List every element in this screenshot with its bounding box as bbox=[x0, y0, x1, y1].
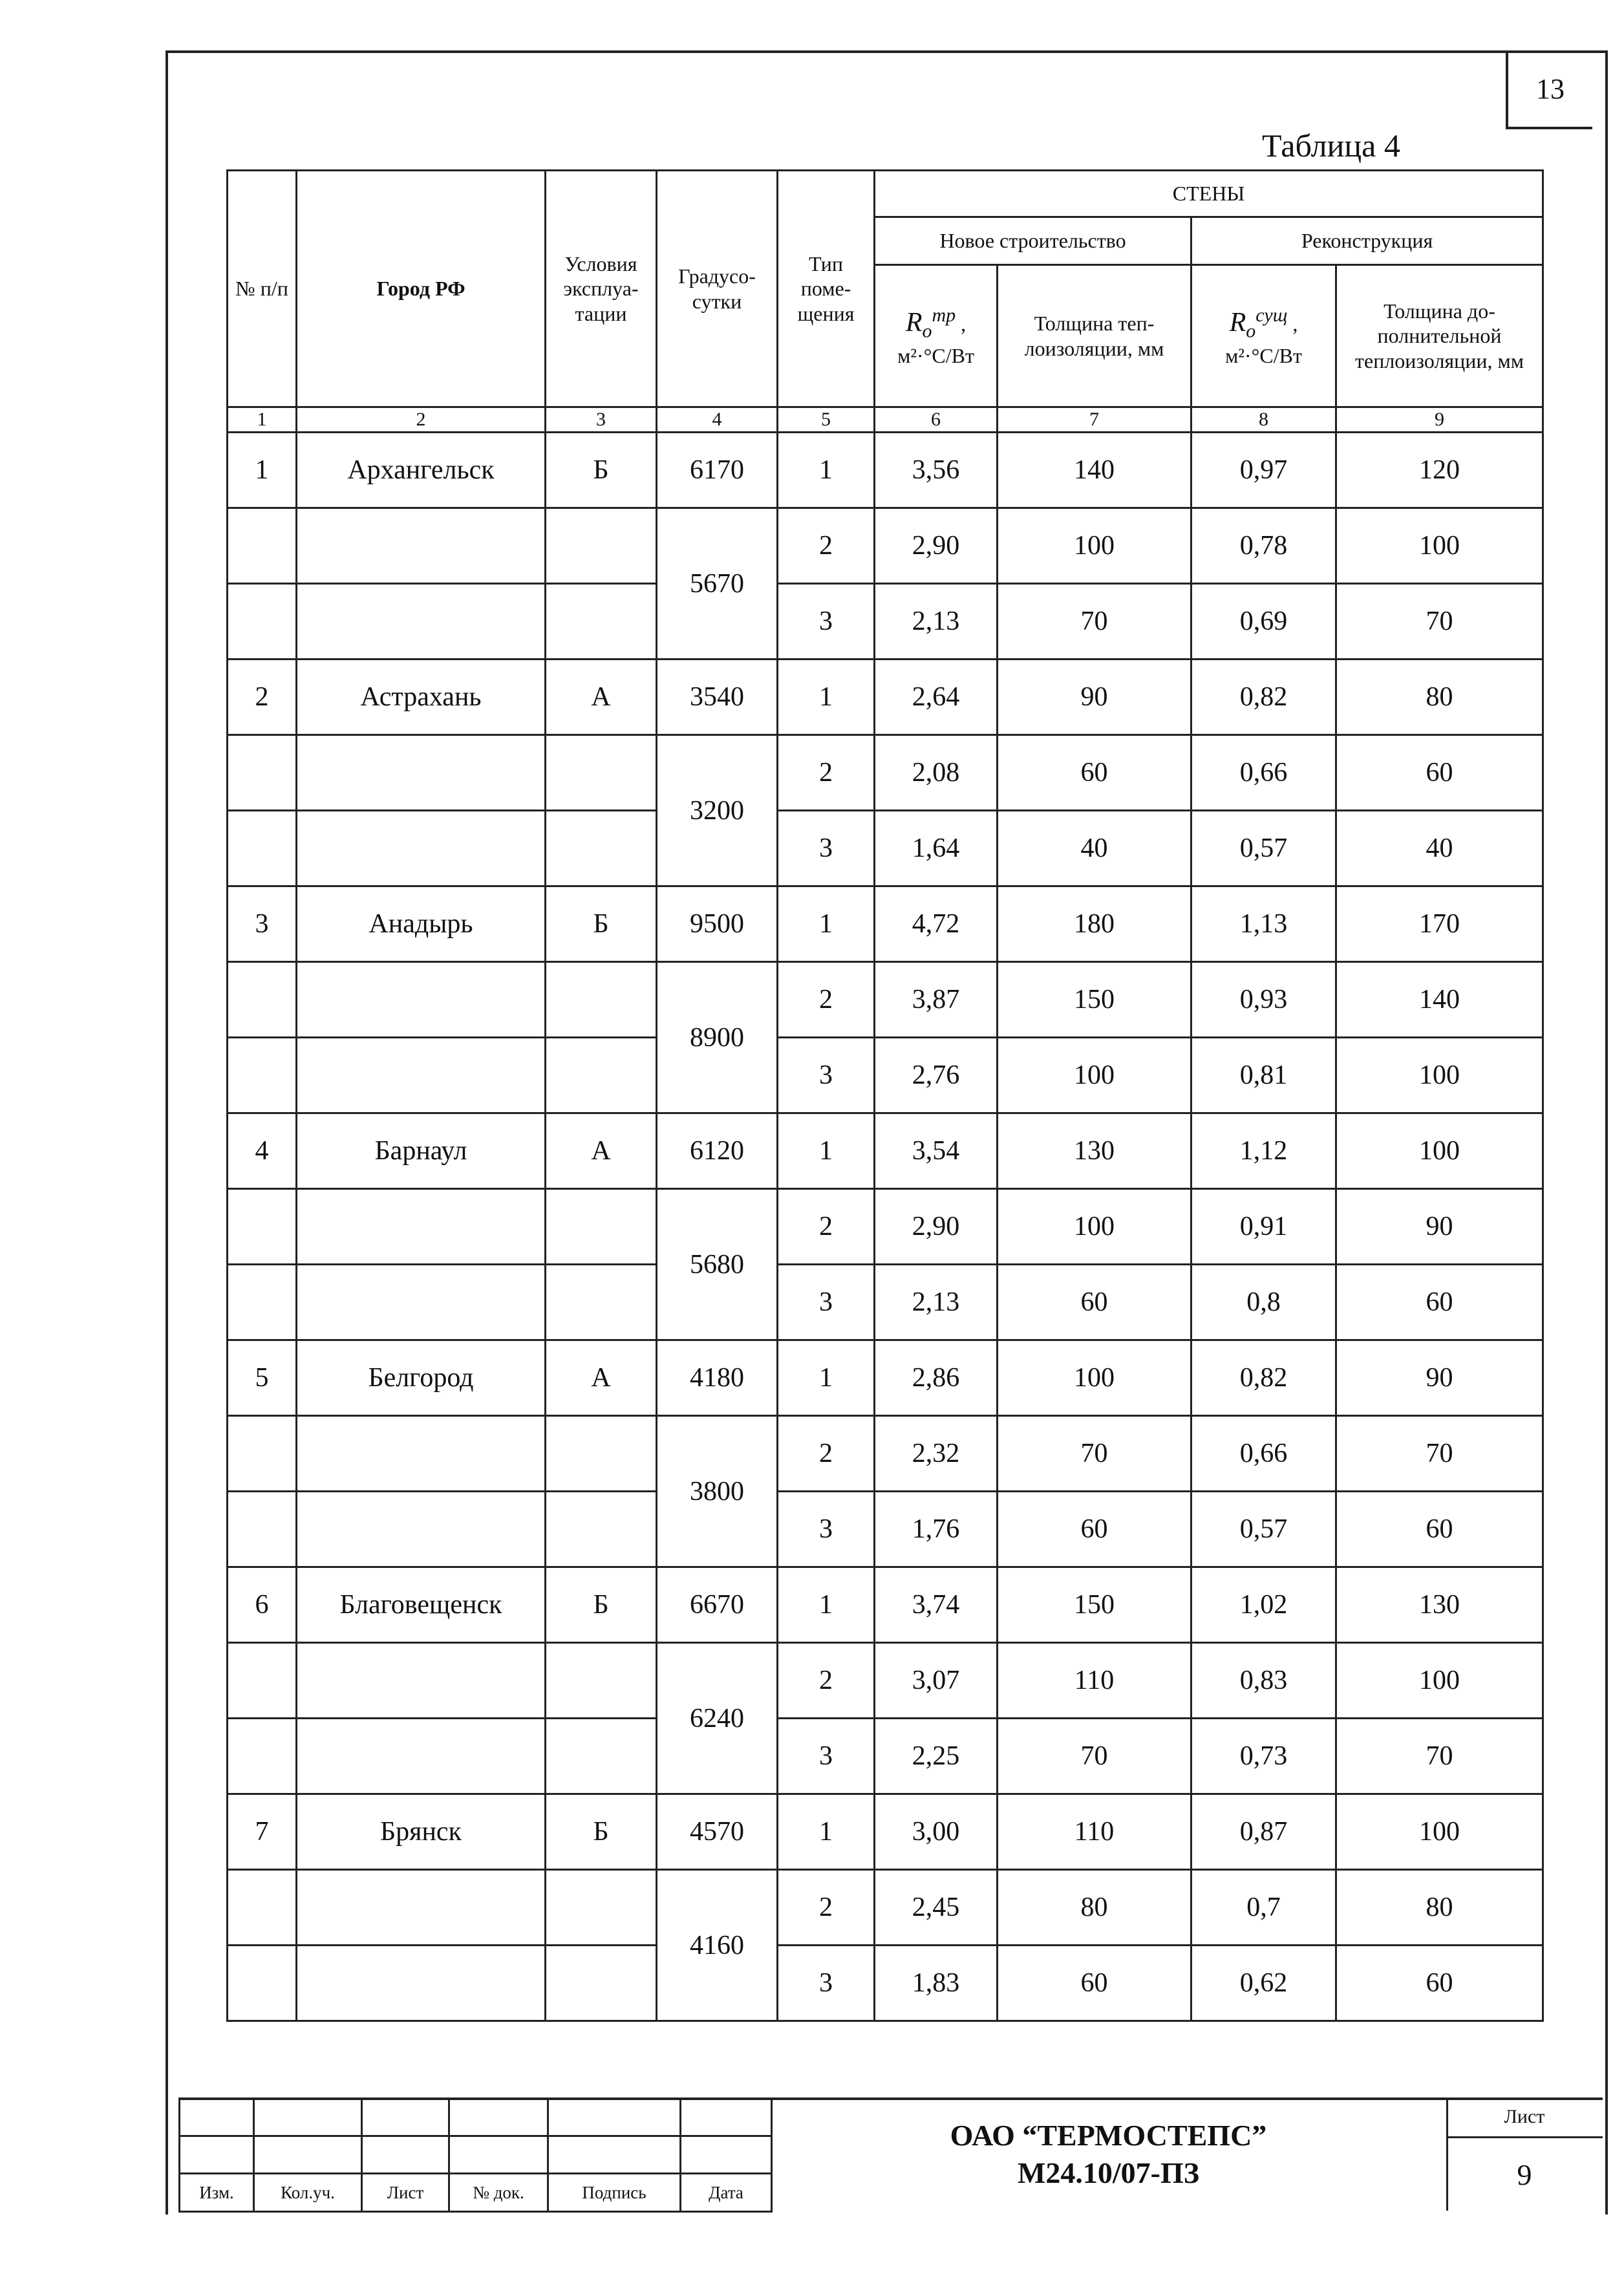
cell-r-existing: 0,66 bbox=[1191, 735, 1336, 811]
table-row bbox=[228, 1113, 1543, 1189]
cell-room-type: 2 bbox=[778, 1643, 875, 1719]
cell-extra-insulation: 70 bbox=[1336, 1416, 1543, 1492]
header-city: Город РФ bbox=[297, 171, 546, 407]
cell-room-type: 1 bbox=[778, 433, 875, 508]
cell-degree-days: 3200 bbox=[657, 735, 778, 886]
table-row bbox=[228, 1870, 1543, 1946]
cell-r-existing: 0,91 bbox=[1191, 1189, 1336, 1265]
cell-r-required: 3,74 bbox=[875, 1567, 998, 1643]
sheet-label: Лист bbox=[1446, 2097, 1603, 2138]
cell-r-required: 2,45 bbox=[875, 1870, 998, 1946]
table-row bbox=[228, 1567, 1543, 1643]
cell-insulation: 60 bbox=[998, 1946, 1191, 2021]
header-walls: СТЕНЫ bbox=[875, 171, 1543, 217]
cell-num: 1 bbox=[228, 433, 297, 508]
sheet-number: 9 bbox=[1517, 2158, 1532, 2191]
table-row bbox=[228, 1643, 1543, 1719]
cell-r-existing: 0,57 bbox=[1191, 1492, 1336, 1567]
cell-conditions bbox=[546, 1265, 657, 1340]
cell-room-type: 3 bbox=[778, 811, 875, 886]
cell-r-required: 4,72 bbox=[875, 886, 998, 962]
cell-r-existing: 0,66 bbox=[1191, 1416, 1336, 1492]
walls-table bbox=[226, 169, 1544, 2022]
stamp-label-date: Дата bbox=[681, 2174, 772, 2212]
cell-conditions: Б bbox=[546, 886, 657, 962]
cell-insulation: 130 bbox=[998, 1113, 1191, 1189]
cell-r-existing: 0,81 bbox=[1191, 1038, 1336, 1113]
page-number: 13 bbox=[1506, 50, 1592, 129]
stamp-label-sheet: Лист bbox=[362, 2174, 449, 2212]
cell-room-type: 1 bbox=[778, 1340, 875, 1416]
table-row bbox=[228, 886, 1543, 962]
cell-extra-insulation: 90 bbox=[1336, 1340, 1543, 1416]
stamp-label-count: Кол.уч. bbox=[254, 2174, 362, 2212]
cell-r-existing: 0,97 bbox=[1191, 433, 1336, 508]
cell-r-existing: 0,83 bbox=[1191, 1643, 1336, 1719]
header-degree-days: Градусо-сутки bbox=[657, 171, 778, 407]
cell-num bbox=[228, 1265, 297, 1340]
cell-degree-days: 5680 bbox=[657, 1189, 778, 1340]
cell-num bbox=[228, 735, 297, 811]
cell-degree-days: 6240 bbox=[657, 1643, 778, 1794]
cell-city bbox=[297, 811, 546, 886]
cell-room-type: 3 bbox=[778, 584, 875, 660]
table-row bbox=[228, 1340, 1543, 1416]
cell-city: Барнаул bbox=[297, 1113, 546, 1189]
cell-city bbox=[297, 1038, 546, 1113]
header-conditions: Условия эксплуа-тации bbox=[546, 171, 657, 407]
cell-insulation: 100 bbox=[998, 1189, 1191, 1265]
cell-r-required: 2,90 bbox=[875, 1189, 998, 1265]
column-number: 9 bbox=[1336, 407, 1543, 433]
header-num: № п/п bbox=[228, 171, 297, 407]
table-row bbox=[228, 811, 1543, 886]
cell-insulation: 100 bbox=[998, 1038, 1191, 1113]
cell-r-existing: 0,7 bbox=[1191, 1870, 1336, 1946]
cell-conditions bbox=[546, 735, 657, 811]
cell-room-type: 2 bbox=[778, 508, 875, 584]
column-number: 6 bbox=[875, 407, 998, 433]
stamp-label-change: Изм. bbox=[180, 2174, 254, 2212]
cell-conditions: Б bbox=[546, 1794, 657, 1870]
cell-conditions bbox=[546, 1719, 657, 1794]
header-r-required: $R_о^{тр}$ , м²·°С/Вт bbox=[875, 265, 998, 407]
cell-city bbox=[297, 1416, 546, 1492]
cell-num: 2 bbox=[228, 660, 297, 735]
cell-conditions bbox=[546, 584, 657, 660]
cell-r-required: 2,13 bbox=[875, 1265, 998, 1340]
column-number: 1 bbox=[228, 407, 297, 433]
cell-room-type: 3 bbox=[778, 1265, 875, 1340]
column-number: 5 bbox=[778, 407, 875, 433]
cell-num bbox=[228, 1416, 297, 1492]
table-row bbox=[228, 508, 1543, 584]
cell-num: 5 bbox=[228, 1340, 297, 1416]
cell-num bbox=[228, 1643, 297, 1719]
cell-conditions: А bbox=[546, 1113, 657, 1189]
cell-city bbox=[297, 735, 546, 811]
cell-insulation: 150 bbox=[998, 962, 1191, 1038]
cell-conditions bbox=[546, 1038, 657, 1113]
column-number: 7 bbox=[998, 407, 1191, 433]
cell-num bbox=[228, 508, 297, 584]
cell-conditions bbox=[546, 1492, 657, 1567]
cell-city: Астрахань bbox=[297, 660, 546, 735]
cell-r-required: 1,76 bbox=[875, 1492, 998, 1567]
cell-r-required: 2,08 bbox=[875, 735, 998, 811]
cell-room-type: 3 bbox=[778, 1038, 875, 1113]
cell-conditions bbox=[546, 1416, 657, 1492]
cell-num bbox=[228, 584, 297, 660]
cell-r-existing: 0,57 bbox=[1191, 811, 1336, 886]
cell-room-type: 1 bbox=[778, 1567, 875, 1643]
cell-degree-days: 4570 bbox=[657, 1794, 778, 1870]
cell-room-type: 3 bbox=[778, 1946, 875, 2021]
cell-city bbox=[297, 1643, 546, 1719]
cell-conditions bbox=[546, 811, 657, 886]
table-body bbox=[228, 433, 1543, 2021]
cell-r-required: 2,76 bbox=[875, 1038, 998, 1113]
cell-city: Архангельск bbox=[297, 433, 546, 508]
header-reconstruction: Реконструкция bbox=[1191, 217, 1543, 265]
cell-r-required: 1,83 bbox=[875, 1946, 998, 2021]
cell-r-required: 3,87 bbox=[875, 962, 998, 1038]
cell-insulation: 70 bbox=[998, 584, 1191, 660]
cell-city bbox=[297, 508, 546, 584]
cell-degree-days: 6120 bbox=[657, 1113, 778, 1189]
cell-insulation: 180 bbox=[998, 886, 1191, 962]
cell-city bbox=[297, 1719, 546, 1794]
cell-insulation: 110 bbox=[998, 1794, 1191, 1870]
table-row bbox=[228, 1265, 1543, 1340]
cell-r-required: 2,64 bbox=[875, 660, 998, 735]
cell-num bbox=[228, 1719, 297, 1794]
table-row bbox=[228, 1719, 1543, 1794]
cell-city: Анадырь bbox=[297, 886, 546, 962]
cell-extra-insulation: 130 bbox=[1336, 1567, 1543, 1643]
cell-num bbox=[228, 1492, 297, 1567]
cell-num bbox=[228, 811, 297, 886]
cell-insulation: 60 bbox=[998, 1492, 1191, 1567]
cell-r-existing: 0,78 bbox=[1191, 508, 1336, 584]
cell-extra-insulation: 80 bbox=[1336, 1870, 1543, 1946]
cell-r-existing: 1,02 bbox=[1191, 1567, 1336, 1643]
cell-r-existing: 0,82 bbox=[1191, 660, 1336, 735]
cell-extra-insulation: 100 bbox=[1336, 1113, 1543, 1189]
cell-num bbox=[228, 1870, 297, 1946]
cell-extra-insulation: 60 bbox=[1336, 735, 1543, 811]
stamp-label-signature: Подпись bbox=[548, 2174, 681, 2212]
cell-insulation: 40 bbox=[998, 811, 1191, 886]
cell-insulation: 110 bbox=[998, 1643, 1191, 1719]
cell-r-required: 3,00 bbox=[875, 1794, 998, 1870]
cell-city bbox=[297, 1946, 546, 2021]
cell-r-required: 1,64 bbox=[875, 811, 998, 886]
cell-extra-insulation: 100 bbox=[1336, 508, 1543, 584]
cell-degree-days: 5670 bbox=[657, 508, 778, 660]
cell-room-type: 1 bbox=[778, 660, 875, 735]
cell-extra-insulation: 60 bbox=[1336, 1492, 1543, 1567]
cell-extra-insulation: 90 bbox=[1336, 1189, 1543, 1265]
table-row bbox=[228, 584, 1543, 660]
cell-city bbox=[297, 1189, 546, 1265]
cell-extra-insulation: 100 bbox=[1336, 1794, 1543, 1870]
column-number: 8 bbox=[1191, 407, 1336, 433]
cell-city: Благовещенск bbox=[297, 1567, 546, 1643]
cell-extra-insulation: 70 bbox=[1336, 1719, 1543, 1794]
cell-degree-days: 9500 bbox=[657, 886, 778, 962]
cell-conditions bbox=[546, 1946, 657, 2021]
cell-r-required: 2,86 bbox=[875, 1340, 998, 1416]
cell-room-type: 2 bbox=[778, 962, 875, 1038]
cell-room-type: 2 bbox=[778, 1189, 875, 1265]
cell-r-required: 3,54 bbox=[875, 1113, 998, 1189]
organization-block bbox=[771, 2097, 1448, 2211]
cell-degree-days: 6670 bbox=[657, 1567, 778, 1643]
table-row bbox=[228, 660, 1543, 735]
table-row bbox=[228, 433, 1543, 508]
cell-insulation: 140 bbox=[998, 433, 1191, 508]
cell-room-type: 3 bbox=[778, 1719, 875, 1794]
cell-conditions: Б bbox=[546, 1567, 657, 1643]
cell-city: Белгород bbox=[297, 1340, 546, 1416]
cell-degree-days: 4160 bbox=[657, 1870, 778, 2021]
cell-r-existing: 0,62 bbox=[1191, 1946, 1336, 2021]
cell-conditions bbox=[546, 1189, 657, 1265]
cell-r-required: 2,25 bbox=[875, 1719, 998, 1794]
document-code: М24.10/07-ПЗ bbox=[1017, 2156, 1200, 2189]
cell-extra-insulation: 100 bbox=[1336, 1643, 1543, 1719]
cell-r-required: 3,07 bbox=[875, 1643, 998, 1719]
cell-city bbox=[297, 962, 546, 1038]
cell-extra-insulation: 100 bbox=[1336, 1038, 1543, 1113]
cell-extra-insulation: 170 bbox=[1336, 886, 1543, 962]
cell-conditions bbox=[546, 962, 657, 1038]
cell-num: 3 bbox=[228, 886, 297, 962]
cell-degree-days: 8900 bbox=[657, 962, 778, 1113]
cell-extra-insulation: 60 bbox=[1336, 1946, 1543, 2021]
cell-city bbox=[297, 1492, 546, 1567]
cell-insulation: 60 bbox=[998, 735, 1191, 811]
cell-insulation: 70 bbox=[998, 1719, 1191, 1794]
cell-city bbox=[297, 1265, 546, 1340]
cell-extra-insulation: 70 bbox=[1336, 584, 1543, 660]
cell-degree-days: 3800 bbox=[657, 1416, 778, 1567]
cell-insulation: 150 bbox=[998, 1567, 1191, 1643]
cell-room-type: 1 bbox=[778, 1113, 875, 1189]
cell-num: 4 bbox=[228, 1113, 297, 1189]
cell-r-existing: 0,73 bbox=[1191, 1719, 1336, 1794]
column-number-row bbox=[228, 407, 1543, 433]
cell-degree-days: 3540 bbox=[657, 660, 778, 735]
cell-city bbox=[297, 584, 546, 660]
cell-conditions bbox=[546, 1870, 657, 1946]
cell-num bbox=[228, 1038, 297, 1113]
column-number: 2 bbox=[297, 407, 546, 433]
table-row bbox=[228, 1946, 1543, 2021]
header-insulation-thickness: Толщина теп-лоизоляции, мм bbox=[998, 265, 1191, 407]
cell-room-type: 2 bbox=[778, 1870, 875, 1946]
table-row bbox=[228, 1189, 1543, 1265]
cell-num: 7 bbox=[228, 1794, 297, 1870]
header-r-existing: $R_о^{сущ}$ , м²·°С/Вт bbox=[1191, 265, 1336, 407]
cell-insulation: 100 bbox=[998, 508, 1191, 584]
cell-extra-insulation: 60 bbox=[1336, 1265, 1543, 1340]
cell-r-required: 3,56 bbox=[875, 433, 998, 508]
revision-grid bbox=[178, 2097, 773, 2213]
cell-degree-days: 6170 bbox=[657, 433, 778, 508]
header-room-type: Тип поме-щения bbox=[778, 171, 875, 407]
table-row bbox=[228, 1038, 1543, 1113]
cell-extra-insulation: 140 bbox=[1336, 962, 1543, 1038]
cell-extra-insulation: 120 bbox=[1336, 433, 1543, 508]
cell-room-type: 2 bbox=[778, 735, 875, 811]
table-row bbox=[228, 1492, 1543, 1567]
header-extra-insulation: Толщина до-полнительной теплоизоляции, мм bbox=[1336, 265, 1543, 407]
cell-insulation: 60 bbox=[998, 1265, 1191, 1340]
cell-num bbox=[228, 1189, 297, 1265]
header-new-construction: Новое строительство bbox=[875, 217, 1191, 265]
cell-insulation: 90 bbox=[998, 660, 1191, 735]
cell-num bbox=[228, 1946, 297, 2021]
organization-name: ОАО “ТЕРМОСТЕПС” bbox=[950, 2119, 1267, 2152]
cell-insulation: 100 bbox=[998, 1340, 1191, 1416]
stamp-label-doc-number: № док. bbox=[449, 2174, 548, 2212]
cell-extra-insulation: 40 bbox=[1336, 811, 1543, 886]
cell-conditions bbox=[546, 508, 657, 584]
table-row bbox=[228, 735, 1543, 811]
cell-num: 6 bbox=[228, 1567, 297, 1643]
table-row bbox=[228, 1794, 1543, 1870]
column-number: 4 bbox=[657, 407, 778, 433]
cell-r-required: 2,32 bbox=[875, 1416, 998, 1492]
cell-room-type: 2 bbox=[778, 1416, 875, 1492]
cell-r-required: 2,13 bbox=[875, 584, 998, 660]
cell-room-type: 1 bbox=[778, 1794, 875, 1870]
cell-insulation: 80 bbox=[998, 1870, 1191, 1946]
cell-r-existing: 0,69 bbox=[1191, 584, 1336, 660]
cell-r-required: 2,90 bbox=[875, 508, 998, 584]
column-number: 3 bbox=[546, 407, 657, 433]
cell-conditions: Б bbox=[546, 433, 657, 508]
cell-room-type: 3 bbox=[778, 1492, 875, 1567]
cell-r-existing: 0,93 bbox=[1191, 962, 1336, 1038]
cell-insulation: 70 bbox=[998, 1416, 1191, 1492]
cell-room-type: 1 bbox=[778, 886, 875, 962]
cell-r-existing: 1,13 bbox=[1191, 886, 1336, 962]
cell-degree-days: 4180 bbox=[657, 1340, 778, 1416]
table-caption: Таблица 4 bbox=[1262, 127, 1400, 164]
cell-r-existing: 0,82 bbox=[1191, 1340, 1336, 1416]
cell-r-existing: 0,8 bbox=[1191, 1265, 1336, 1340]
cell-num bbox=[228, 962, 297, 1038]
cell-city: Брянск bbox=[297, 1794, 546, 1870]
cell-city bbox=[297, 1870, 546, 1946]
cell-conditions: А bbox=[546, 660, 657, 735]
table-row bbox=[228, 1416, 1543, 1492]
table-row bbox=[228, 962, 1543, 1038]
cell-extra-insulation: 80 bbox=[1336, 660, 1543, 735]
cell-conditions bbox=[546, 1643, 657, 1719]
cell-conditions: А bbox=[546, 1340, 657, 1416]
cell-r-existing: 0,87 bbox=[1191, 1794, 1336, 1870]
cell-r-existing: 1,12 bbox=[1191, 1113, 1336, 1189]
